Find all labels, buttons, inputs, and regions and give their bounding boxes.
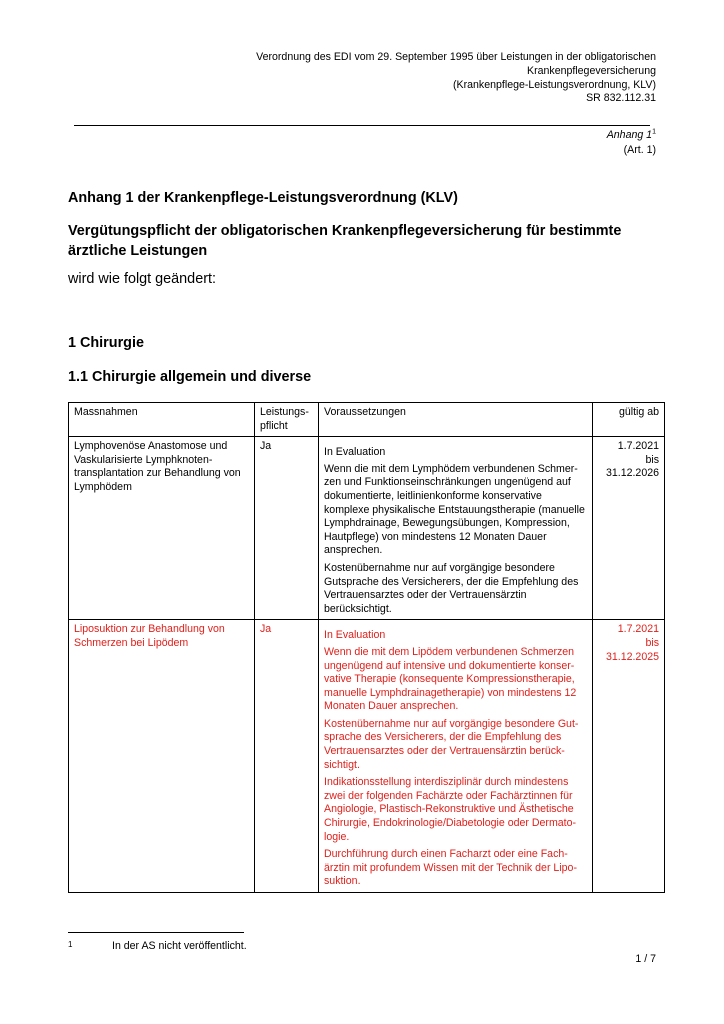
cell-leistungspflicht: Ja — [255, 620, 319, 893]
annex-footnote-ref[interactable]: 1 — [652, 128, 656, 136]
evaluation-status: In Evaluation — [324, 446, 386, 459]
cell-voraussetzungen — [319, 620, 593, 893]
annex-article: (Art. 1) — [623, 144, 656, 156]
page-title: Anhang 1 der Krankenpflege-Leistungsverordnung (KLV) — [68, 190, 458, 206]
header-line-3: (Krankenpflege-Leistungsverordnung, KLV) — [453, 78, 656, 91]
header-cell-leistungspflicht: Leistungs- pflicht — [255, 403, 319, 437]
header-cell-voraussetzungen: Voraussetzungen — [319, 403, 593, 437]
document-header — [256, 51, 656, 106]
cell-massnahme: Lymphovenöse Anastomose und Vaskularisierte Lymphknoten-transplantation zur Behandlung von Lymphödem — [69, 437, 255, 620]
header-divider — [74, 125, 650, 126]
annex-reference — [607, 128, 656, 158]
header-cell-gueltig-ab: gültig ab — [593, 403, 665, 437]
condition-paragraph: Wenn die mit dem Lipödem verbundenen Schmerzen ungenügend auf intensive und dokumentierte konser-vative Therapie (konsequente Kompressionstherapie, manuelle Lymphdrainagetherapie) von mindestens 12 Monaten Dauer ansprechen. — [324, 645, 577, 713]
footnote-divider — [68, 932, 244, 933]
evaluation-status: In Evaluation — [324, 629, 386, 642]
measures-table — [68, 402, 665, 893]
header-line-4: SR 832.112.31 — [586, 92, 656, 105]
table-row — [69, 437, 665, 620]
condition-paragraph: Durchführung durch einen Facharzt oder eine Fach-ärztin mit profundem Wissen mit der Technik der Lipo-suktion. — [324, 848, 577, 888]
annex-label: Anhang 1 — [606, 129, 653, 141]
cell-leistungspflicht: Ja — [255, 437, 319, 620]
footnote-text: In der AS nicht veröffentlicht. — [112, 940, 247, 952]
condition-paragraph: Wenn die mit dem Lymphödem verbundenen Schmer-zen und Funktionseinschränkungen ungenügend auf dokumentierte, leitlinienkonforme konservative komplexe physikalische Entstauungstherapie (manuelle Lymphdrainage, Bewegungsübungen, Kompression, Hautpflege) von mindestens 12 Monaten Dauer ansprechen. — [324, 462, 585, 557]
condition-paragraph: Kostenübernahme nur auf vorgängige besondere Gutsprache des Versicherers, der die Empfehlung des Vertrauensarztes oder der Vertrauensärztin berücksichtigt. — [324, 561, 579, 615]
table-row-amended — [69, 620, 665, 893]
page-number: 1 / 7 — [635, 953, 656, 965]
cell-voraussetzungen — [319, 437, 593, 620]
intro-text: wird wie folgt geändert: — [68, 271, 216, 287]
section-heading: 1 Chirurgie — [68, 335, 144, 351]
header-line-2: Krankenpflegeversicherung — [527, 64, 656, 77]
condition-paragraph: Indikationsstellung interdisziplinär durch mindestens zwei der folgenden Fachärzte oder Fachärztinnen für Angiologie, Plastisch-Rekonstruktive und Ästhetische Chirurgie, Endokrinologie/Diabetologie oder Dermato-logie. — [324, 776, 577, 843]
condition-paragraph: Kostenübernahme nur auf vorgängige besondere Gut-sprache des Versicherers, der die Empfehlung des Vertrauensarztes oder der Vertrauensärztin berück-sichtigt. — [324, 717, 579, 771]
cell-gueltig-ab: 1.7.2021 bis 31.12.2025 — [593, 620, 665, 893]
page-subtitle: Vergütungspflicht der obligatorischen Krankenpflegeversicherung für bestimmte ärztliche Leistungen — [68, 223, 622, 259]
cell-massnahme: Liposuktion zur Behandlung von Schmerzen bei Lipödem — [69, 620, 255, 893]
table-header-row — [69, 403, 665, 437]
cell-gueltig-ab: 1.7.2021 bis 31.12.2026 — [593, 437, 665, 620]
footnote — [68, 940, 247, 952]
header-line-1: Verordnung des EDI vom 29. September 1995 über Leistungen in der obligatorischen — [256, 51, 656, 63]
subsection-heading: 1.1 Chirurgie allgemein und diverse — [68, 369, 312, 385]
footnote-number: 1 — [68, 940, 73, 949]
header-cell-massnahmen: Massnahmen — [69, 403, 255, 437]
